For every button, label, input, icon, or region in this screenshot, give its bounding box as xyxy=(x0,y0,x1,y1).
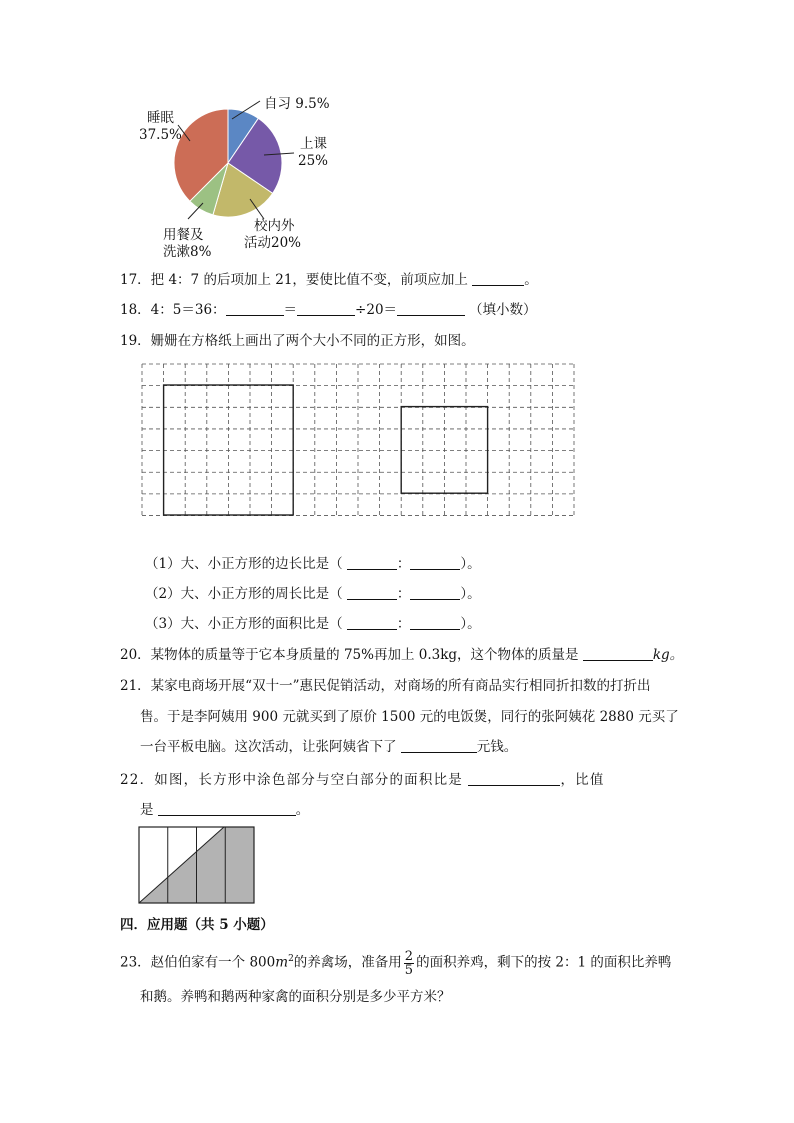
fraction-numerator: 2 xyxy=(404,948,414,964)
q17-answer-blank[interactable] xyxy=(472,271,524,286)
q19-sub1-sep: ： xyxy=(396,556,411,572)
pie-label-meal-name: 用餐及 xyxy=(163,227,204,243)
q23-unit-sup: 2 xyxy=(288,954,294,964)
q22-value-blank[interactable] xyxy=(158,801,296,816)
q20-answer-blank[interactable] xyxy=(583,646,653,661)
pie-label-activity xyxy=(244,218,301,252)
q17-text: 17．把 4：7 的后项加上 21，要使比值不变，前项应加上 xyxy=(120,272,473,288)
question-22-line-2 xyxy=(140,801,309,819)
pie-label-sleep-pct: 37.5% xyxy=(139,127,182,143)
q20-unit: kg。 xyxy=(652,647,684,663)
q19-sub3-suffix: ）。 xyxy=(460,616,481,632)
question-21-line-1: 21．某家电商场开展“双十一”惠民促销活动，对商场的所有商品实行相同折扣数的打折出 xyxy=(120,678,651,694)
q20-text: 20．某物体的质量等于它本身质量的 75%再加上 0.3kg，这个物体的质量是 xyxy=(120,647,583,663)
q22-line1-text: 22．如图，长方形中涂色部分与空白部分的面积比是 xyxy=(120,772,469,788)
q19-sub3-blank-b[interactable] xyxy=(410,615,460,630)
pie-label-class xyxy=(298,136,328,170)
q21-answer-blank[interactable] xyxy=(401,738,477,753)
q18-part4: （填小数） xyxy=(469,302,537,318)
q19-sub1-suffix: ）。 xyxy=(460,556,481,572)
q19-sub2-sep: ： xyxy=(396,586,411,602)
q22-line2-end: 。 xyxy=(295,802,310,818)
q18-part3: ÷20＝ xyxy=(355,302,398,318)
q17-end: 。 xyxy=(524,272,538,288)
pie-label-sleep-name: 睡眠 xyxy=(146,110,174,126)
q19-sub2-prefix: （2）大、小正方形的周长比是（ xyxy=(145,586,347,602)
pie-label-meal xyxy=(163,227,211,261)
square-grid-figure xyxy=(141,363,577,539)
q19-sub3-sep: ： xyxy=(396,616,411,632)
q19-sub3-blank-a[interactable] xyxy=(347,615,397,630)
q18-part2: ＝ xyxy=(283,302,298,318)
fraction-two-fifths xyxy=(404,950,414,977)
pie-label-activity-pct: 活动20% xyxy=(244,235,302,251)
question-23-line-2: 和鹅。养鸭和鹅两种家禽的面积分别是多少平方米？ xyxy=(140,989,451,1005)
q18-blank-1[interactable] xyxy=(226,301,284,316)
q22-line2-text: 是 xyxy=(140,802,158,818)
q19-sub2-blank-b[interactable] xyxy=(410,585,460,600)
q19-sub1-blank-a[interactable] xyxy=(347,555,397,570)
q18-blank-2[interactable] xyxy=(297,301,355,316)
q18-blank-3[interactable] xyxy=(397,301,465,316)
q19-sub1-blank-b[interactable] xyxy=(410,555,460,570)
pie-label-class-name: 上课 xyxy=(300,136,327,152)
pie-label-sleep xyxy=(139,110,182,144)
q22-line1-end: ，比值 xyxy=(560,772,605,788)
q21-line3-end: 元钱。 xyxy=(476,739,518,755)
q19-sub3-prefix: （3）大、小正方形的面积比是（ xyxy=(145,616,347,632)
q22-ratio-blank[interactable] xyxy=(468,771,560,786)
pie-label-self-study: 自习 9.5% xyxy=(264,96,330,112)
question-23-line-1 xyxy=(120,946,671,977)
fraction-denominator: 5 xyxy=(404,962,414,978)
q23-part2: 的养禽场，准备用 xyxy=(293,954,402,971)
rectangle-shading-figure xyxy=(136,824,258,906)
question-22-line-1 xyxy=(120,771,605,789)
question-21-line-2: 售。于是李阿姨用 900 元就买到了原价 1500 元的电饭煲，同行的张阿姨花 2880 元买了 xyxy=(140,709,679,725)
q19-sub2-blank-a[interactable] xyxy=(347,585,397,600)
question-19: 19．姗姗在方格纸上画出了两个大小不同的正方形，如图。 xyxy=(120,333,475,349)
pie-label-meal-pct: 洗漱8% xyxy=(163,244,212,260)
q23-part3: 的面积养鸡，剩下的按 2：1 的面积比养鸭 xyxy=(416,954,672,971)
q21-line3-text: 一台平板电脑。这次活动，让张阿姨省下了 xyxy=(140,739,401,755)
q19-sub-3 xyxy=(145,612,481,632)
question-17 xyxy=(120,271,538,289)
q19-sub-2 xyxy=(145,582,481,602)
question-21-line-3 xyxy=(140,738,517,756)
question-20 xyxy=(120,646,683,664)
pie-label-activity-name: 校内外 xyxy=(254,218,295,234)
q19-sub-1 xyxy=(145,552,481,572)
section-4-heading: 四．应用题（共 5 小题） xyxy=(120,917,274,933)
q19-sub1-prefix: （1）大、小正方形的边长比是（ xyxy=(145,556,347,572)
q18-part1: 18．4：5＝36： xyxy=(120,302,226,318)
q19-sub2-suffix: ）。 xyxy=(460,586,481,602)
pie-label-class-pct: 25% xyxy=(298,153,329,169)
q23-unit: m xyxy=(275,954,289,971)
q23-part1: 23．赵伯伯家有一个 800 xyxy=(120,954,276,971)
question-18 xyxy=(120,301,537,319)
